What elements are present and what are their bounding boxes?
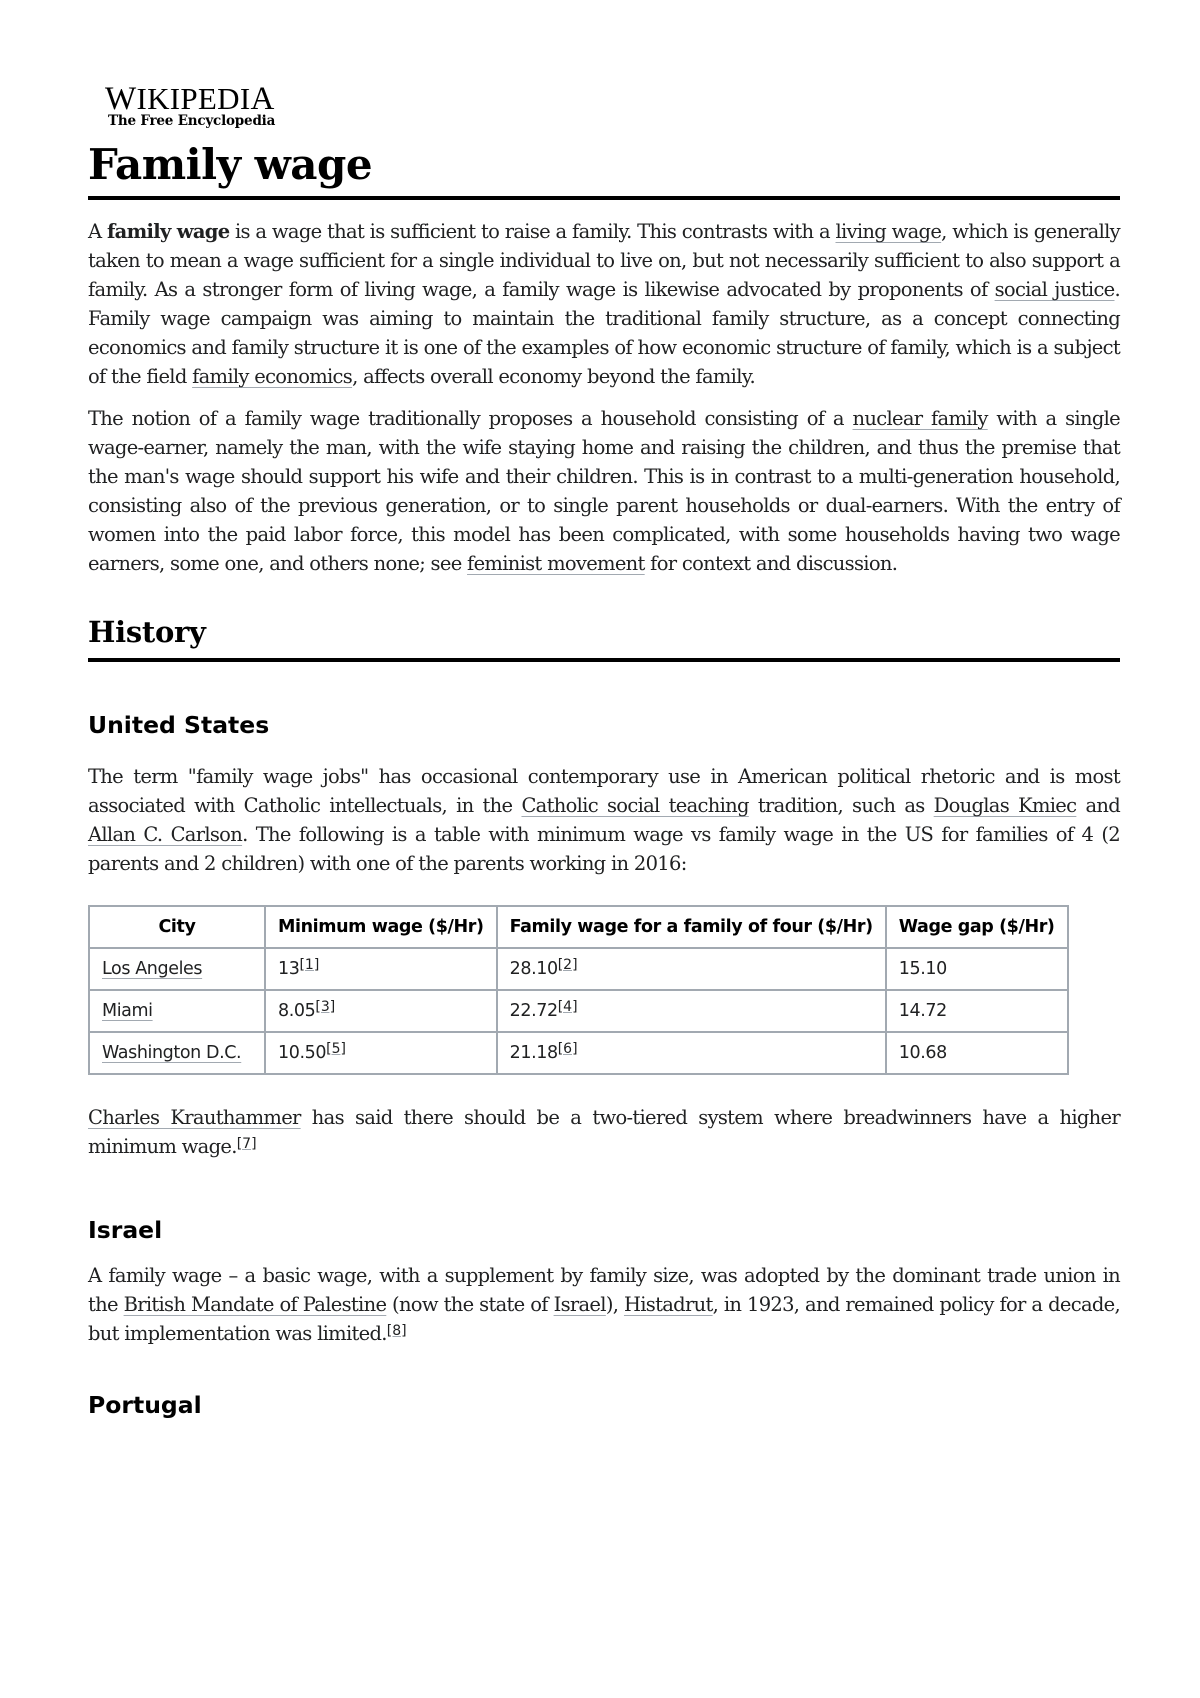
table-header-minimum-wage: Minimum wage ($/Hr) xyxy=(265,906,497,948)
link-social-justice[interactable]: social justice xyxy=(994,278,1115,301)
citation-ref[interactable]: [2] xyxy=(557,957,578,973)
table-row xyxy=(89,990,1068,1032)
citation-ref[interactable]: [4] xyxy=(557,999,578,1015)
cell-minimum-wage: 13[1] xyxy=(265,948,497,990)
link-douglas-kmiec[interactable]: Douglas Kmiec xyxy=(933,794,1077,817)
link-family-economics[interactable]: family economics xyxy=(192,365,353,388)
citation-ref[interactable]: [6] xyxy=(557,1041,578,1057)
intro-paragraph-1: A family wage is a wage that is sufficient to raise a family. This contrasts with a living wage, which is generally taken to mean a wage sufficient for a single individual to live on, but not necessarily sufficient to also support a family. As a stronger form of living wage, a family wage is likewise advocated by proponents of social justice. Family wage campaign was aiming to maintain the traditional family structure, as a concept connecting economics and family structure it is one of the examples of how economic structure of family, which is a subject of the field family economics, affects overall economy beyond the family. xyxy=(88,220,1120,388)
cell-city xyxy=(89,948,265,990)
logo-wordmark: WIKIPEDIA xyxy=(105,81,275,117)
article xyxy=(88,82,1120,1420)
cell-family-wage: 22.72[4] xyxy=(497,990,886,1032)
table-header-family-wage: Family wage for a family of four ($/Hr) xyxy=(497,906,886,948)
us-paragraph-1: The term "family wage jobs" has occasional contemporary use in American political rhetoric and is most associated with Catholic intellectuals, in the Catholic social teaching tradition, such as Douglas Kmiec and Allan C. Carlson. The following is a table with minimum wage vs family wage in the US for families of 4 (2 parents and 2 children) with one of the parents working in 2016: xyxy=(88,765,1121,875)
table-header-wage-gap: Wage gap ($/Hr) xyxy=(886,906,1068,948)
link-feminist-movement[interactable]: feminist movement xyxy=(467,552,645,575)
link-nuclear-family[interactable]: nuclear family xyxy=(852,407,988,430)
subsection-heading-israel: Israel xyxy=(88,1216,163,1244)
intro-paragraph-2: The notion of a family wage traditionally proposes a household consisting of a nuclear family with a single wage-earner, namely the man, with the wife staying home and raising the children, and thus the premise that the man's wage should support his wife and their children. This is in contrast to a multi-generation household, consisting also of the previous generation, or to single parent households or dual-earners. With the entry of women into the paid labor force, this model has been complicated, with some households having two wage earners, some one, and others none; see feminist movement for context and discussion. xyxy=(88,407,1120,575)
cell-minimum-wage: 8.05[3] xyxy=(265,990,497,1032)
cell-wage-gap: 14.72 xyxy=(886,990,1068,1032)
link-allan-carlson[interactable]: Allan C. Carlson xyxy=(88,823,243,846)
link-histadrut[interactable]: Histadrut xyxy=(623,1293,713,1316)
link-catholic-social-teaching[interactable]: Catholic social teaching xyxy=(521,794,749,817)
cell-city xyxy=(89,990,265,1032)
link-city[interactable]: Los Angeles xyxy=(102,959,203,979)
cell-family-wage: 21.18[6] xyxy=(497,1032,886,1074)
israel-paragraph: A family wage – a basic wage, with a supplement by family size, was adopted by the dominant trade union in the British Mandate of Palestine (now the state of Israel), Histadrut, in 1923, and remained policy for a decade, but implementation was limited.[8] xyxy=(88,1264,1120,1345)
page-title: Family wage xyxy=(88,140,1120,200)
bold-term: family wage xyxy=(106,220,230,243)
citation-ref[interactable]: [3] xyxy=(315,999,336,1015)
table-row xyxy=(89,1032,1068,1074)
wage-table xyxy=(88,905,1069,1075)
link-living-wage[interactable]: living wage xyxy=(835,220,942,243)
citation-ref[interactable]: [5] xyxy=(326,1041,346,1057)
link-israel[interactable]: Israel xyxy=(553,1293,606,1316)
wikipedia-logo[interactable] xyxy=(105,82,1120,140)
cell-wage-gap: 15.10 xyxy=(886,948,1068,990)
link-city[interactable]: Washington D.C. xyxy=(102,1043,242,1063)
link-charles-krauthammer[interactable]: Charles Krauthammer xyxy=(88,1106,301,1129)
table-row xyxy=(89,948,1068,990)
citation-ref[interactable]: [8] xyxy=(386,1323,407,1339)
cell-family-wage: 28.10[2] xyxy=(497,948,886,990)
table-header-row xyxy=(89,906,1068,948)
us-paragraph-2: Charles Krauthammer has said there should be a two-tiered system where breadwinners have a higher minimum wage.[7] xyxy=(88,1106,1120,1158)
link-city[interactable]: Miami xyxy=(102,1001,153,1021)
cell-minimum-wage: 10.50[5] xyxy=(265,1032,497,1074)
logo-tagline: The Free Encyclopedia xyxy=(108,113,276,129)
citation-ref[interactable]: [7] xyxy=(236,1136,257,1152)
subsection-heading-united-states: United States xyxy=(88,711,270,739)
section-heading-history: History xyxy=(88,614,1120,662)
subsection-heading-portugal: Portugal xyxy=(88,1391,202,1419)
cell-city xyxy=(89,1032,265,1074)
link-british-mandate[interactable]: British Mandate of Palestine xyxy=(123,1293,387,1316)
table-header-city: City xyxy=(89,906,265,948)
cell-wage-gap: 10.68 xyxy=(886,1032,1068,1074)
citation-ref[interactable]: [1] xyxy=(299,957,320,973)
